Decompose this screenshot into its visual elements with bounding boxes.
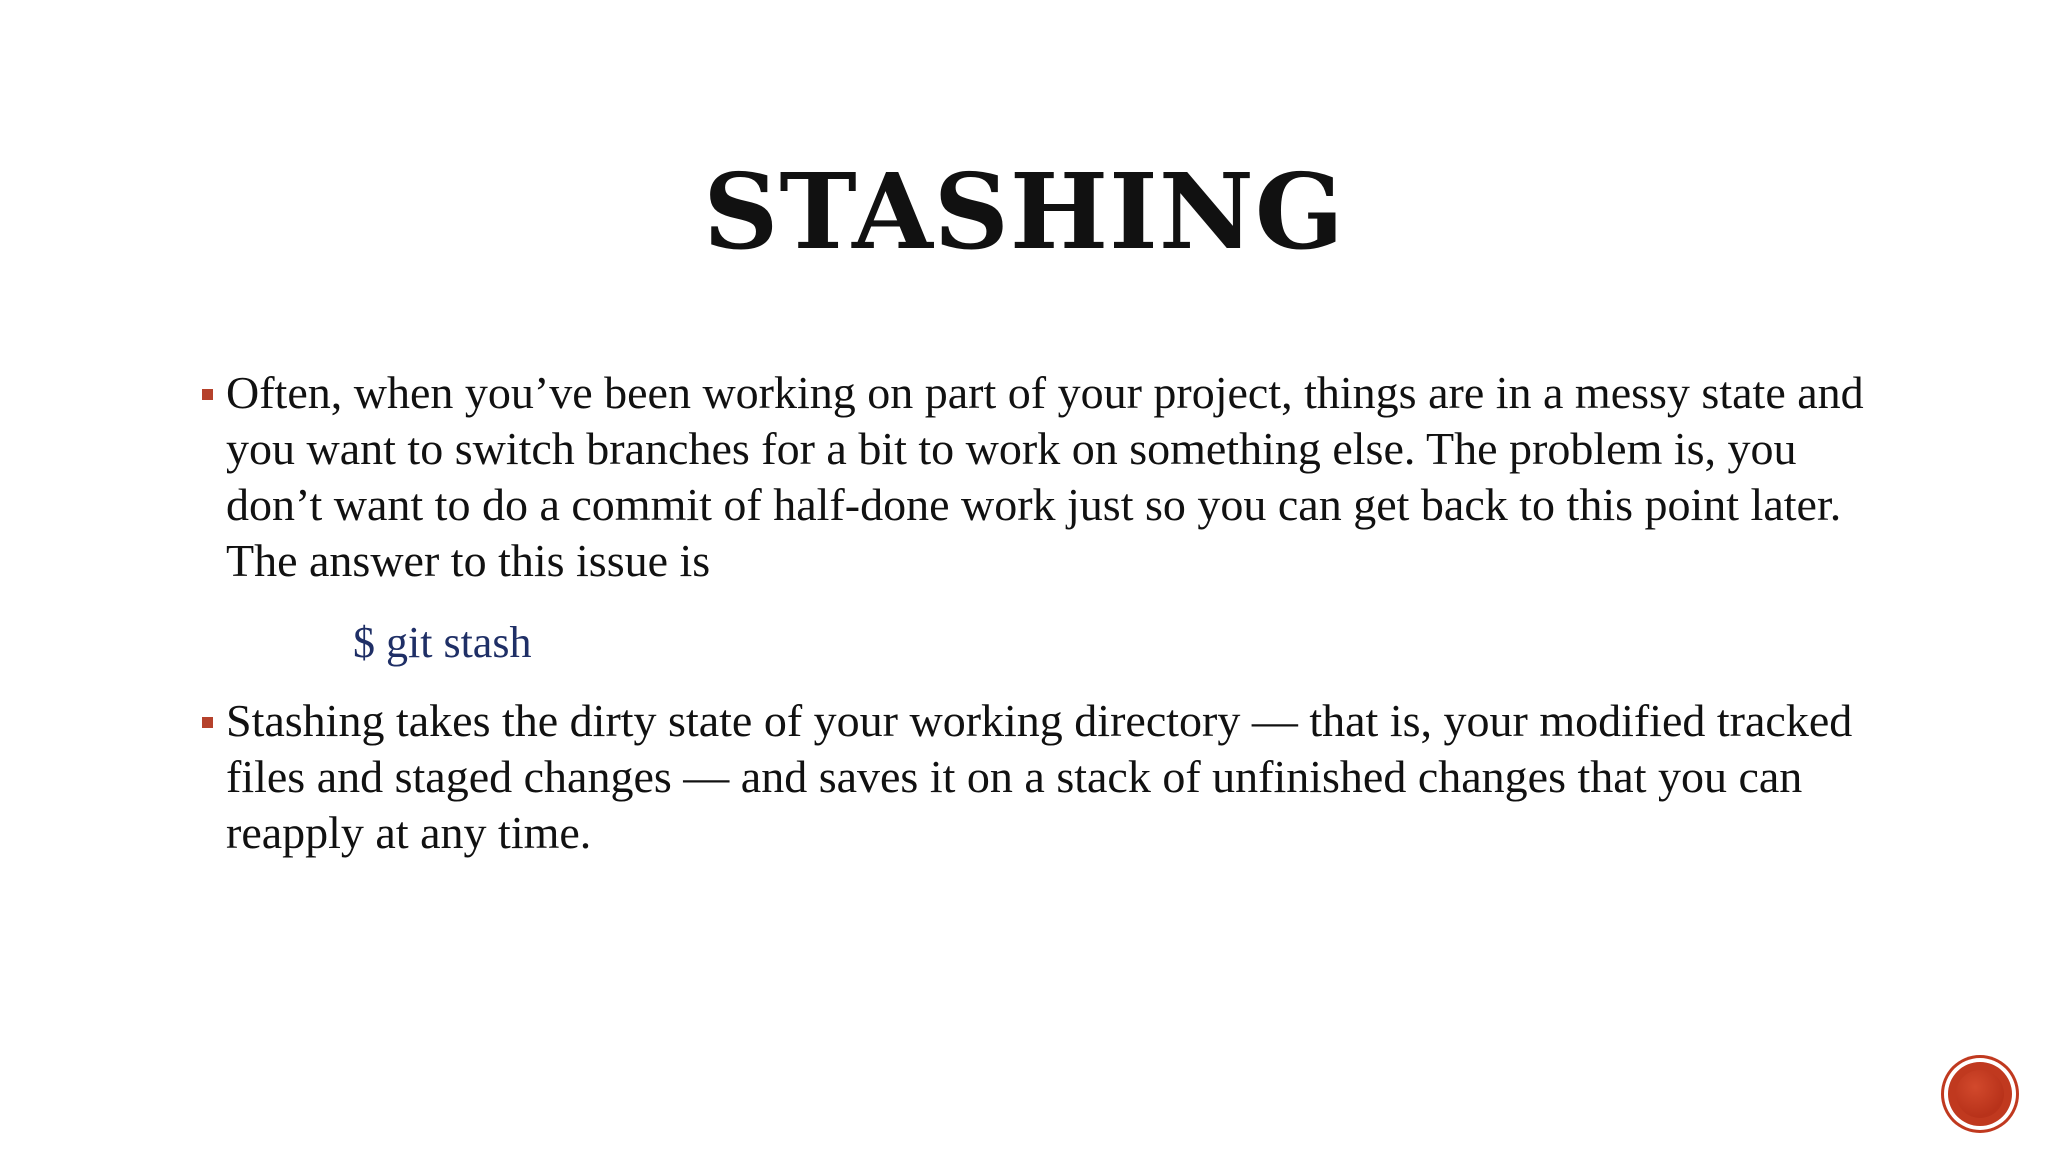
bullet-square-icon (202, 389, 213, 400)
slide-content (196, 365, 1896, 861)
git-stash-command: $ git stash (353, 618, 532, 667)
bullet-text: Often, when you’ve been working on part of your project, things are in a messy state and you want to switch branches for a bit to work on something else. The problem is, you don’t want to do a commit of half-done work just so you can get back to this point later. The answer to this issue is (226, 367, 1864, 586)
slide-nav-circle-icon[interactable] (1944, 1058, 2016, 1130)
slide-title: STASHING (703, 150, 1345, 273)
bullet-square-icon (202, 717, 213, 728)
bullet-item (196, 365, 1896, 589)
bullet-text: Stashing takes the dirty state of your working directory — that is, your modified tracked files and staged changes — and saves it on a stack of unfinished changes that you can reapply at any time. (226, 695, 1853, 858)
bullet-item (196, 693, 1896, 861)
